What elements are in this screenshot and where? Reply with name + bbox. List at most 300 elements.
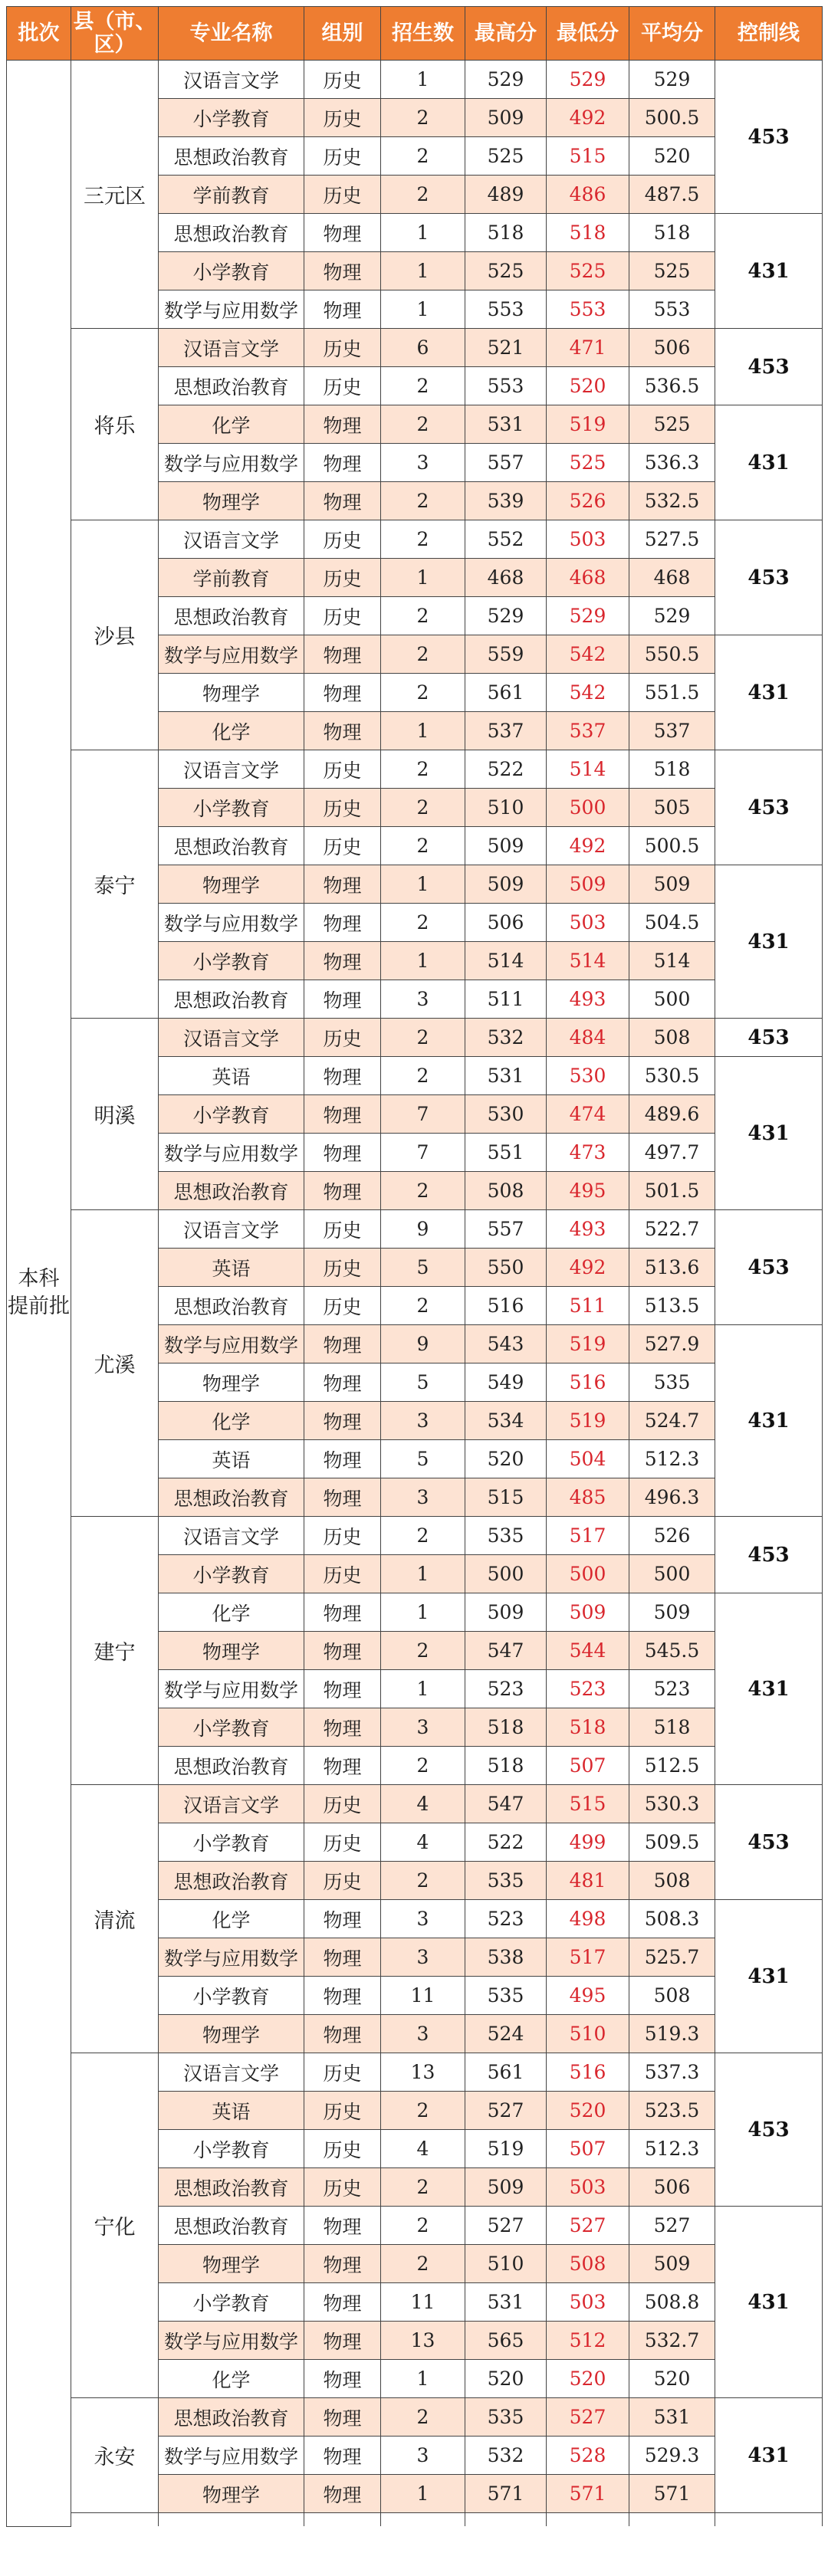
- avg-score-cell: 524.7: [629, 1402, 715, 1440]
- min-score-cell: 517: [547, 1517, 629, 1555]
- group-cell: 物理: [304, 1172, 381, 1210]
- control-line-cell: 453: [715, 1019, 823, 1057]
- major-cell: 小学教育: [159, 1708, 304, 1747]
- max-score-cell: 509: [465, 2168, 547, 2207]
- table-row: [7, 1210, 823, 1249]
- major-cell: 英语: [159, 1440, 304, 1478]
- quota-cell: 3: [381, 1708, 465, 1747]
- quota-cell: 2: [381, 1632, 465, 1670]
- min-score-cell: 517: [547, 1938, 629, 1977]
- group-cell: 物理: [304, 1057, 381, 1095]
- max-score-cell: 538: [465, 1938, 547, 1977]
- quota-cell: 3: [381, 2437, 465, 2475]
- max-score-cell: 534: [465, 1402, 547, 1440]
- major-cell: 汉语言文学: [159, 750, 304, 789]
- major-cell: 思想政治教育: [159, 597, 304, 635]
- quota-cell: 3: [381, 444, 465, 482]
- avg-score-cell: 468: [629, 559, 715, 597]
- max-score-cell: 524: [465, 2015, 547, 2053]
- avg-score-cell: 530.3: [629, 1785, 715, 1823]
- control-line-cell: 431: [715, 1057, 823, 1210]
- major-cell: 汉语言文学: [159, 2053, 304, 2092]
- group-cell: 物理: [304, 405, 381, 444]
- min-score-cell: 493: [547, 980, 629, 1019]
- quota-cell: 5: [381, 1440, 465, 1478]
- max-score-cell: 510: [465, 2245, 547, 2283]
- quota-cell: 9: [381, 1325, 465, 1363]
- major-cell: 英语: [159, 1249, 304, 1287]
- major-cell: 思想政治教育: [159, 2207, 304, 2245]
- min-score-cell: 498: [547, 1900, 629, 1938]
- quota-cell: 3: [381, 2015, 465, 2053]
- group-cell: 历史: [304, 99, 381, 137]
- empty-cell: [71, 2513, 159, 2527]
- avg-score-cell: 529.3: [629, 2437, 715, 2475]
- max-score-cell: 516: [465, 1287, 547, 1325]
- max-score-cell: 522: [465, 750, 547, 789]
- major-cell: 物理学: [159, 1632, 304, 1670]
- major-cell: 汉语言文学: [159, 61, 304, 99]
- avg-score-cell: 518: [629, 214, 715, 252]
- table-row: [7, 1785, 823, 1823]
- min-score-cell: 519: [547, 405, 629, 444]
- major-cell: 思想政治教育: [159, 367, 304, 405]
- major-cell: 小学教育: [159, 942, 304, 980]
- avg-score-cell: 518: [629, 750, 715, 789]
- group-cell: 历史: [304, 2092, 381, 2130]
- major-cell: 思想政治教育: [159, 980, 304, 1019]
- quota-cell: 2: [381, 2207, 465, 2245]
- min-score-cell: 519: [547, 1402, 629, 1440]
- avg-score-cell: 506: [629, 329, 715, 367]
- max-score-cell: 525: [465, 137, 547, 176]
- group-cell: 物理: [304, 290, 381, 329]
- quota-cell: 2: [381, 2245, 465, 2283]
- max-score-cell: 489: [465, 176, 547, 214]
- control-line-cell: 453: [715, 750, 823, 865]
- major-cell: 物理学: [159, 1363, 304, 1402]
- max-score-cell: 571: [465, 2475, 547, 2513]
- max-score-cell: 511: [465, 980, 547, 1019]
- control-line-cell: 431: [715, 405, 823, 520]
- max-score-cell: 559: [465, 635, 547, 674]
- county-cell: 三元区: [71, 61, 159, 329]
- major-cell: 小学教育: [159, 789, 304, 827]
- major-cell: 汉语言文学: [159, 1517, 304, 1555]
- max-score-cell: 529: [465, 597, 547, 635]
- major-cell: 小学教育: [159, 1977, 304, 2015]
- group-cell: 物理: [304, 1440, 381, 1478]
- group-cell: 历史: [304, 137, 381, 176]
- major-cell: 思想政治教育: [159, 214, 304, 252]
- min-score-cell: 518: [547, 214, 629, 252]
- avg-score-cell: 497.7: [629, 1134, 715, 1172]
- major-cell: 思想政治教育: [159, 827, 304, 865]
- major-cell: 化学: [159, 1593, 304, 1632]
- major-cell: 思想政治教育: [159, 1478, 304, 1517]
- major-cell: 化学: [159, 2360, 304, 2398]
- quota-cell: 1: [381, 712, 465, 750]
- min-score-cell: 527: [547, 2207, 629, 2245]
- header-min-score: 最低分: [547, 7, 629, 61]
- max-score-cell: 522: [465, 1823, 547, 1862]
- batch-cell: 本科 提前批: [7, 61, 71, 2527]
- max-score-cell: 519: [465, 2130, 547, 2168]
- avg-score-cell: 553: [629, 290, 715, 329]
- table-row: [7, 1517, 823, 1555]
- group-cell: 物理: [304, 635, 381, 674]
- group-cell: 物理: [304, 865, 381, 904]
- major-cell: 数学与应用数学: [159, 904, 304, 942]
- max-score-cell: 515: [465, 1478, 547, 1517]
- min-score-cell: 492: [547, 99, 629, 137]
- quota-cell: 3: [381, 1938, 465, 1977]
- group-cell: 物理: [304, 1670, 381, 1708]
- major-cell: 思想政治教育: [159, 1172, 304, 1210]
- major-cell: 汉语言文学: [159, 1785, 304, 1823]
- max-score-cell: 557: [465, 1210, 547, 1249]
- min-score-cell: 507: [547, 2130, 629, 2168]
- group-cell: 物理: [304, 1632, 381, 1670]
- group-cell: 物理: [304, 1402, 381, 1440]
- avg-score-cell: 500: [629, 1555, 715, 1593]
- header-max-score: 最高分: [465, 7, 547, 61]
- avg-score-cell: 525.7: [629, 1938, 715, 1977]
- avg-score-cell: 489.6: [629, 1095, 715, 1134]
- major-cell: 小学教育: [159, 2283, 304, 2322]
- min-score-cell: 553: [547, 290, 629, 329]
- major-cell: 思想政治教育: [159, 1747, 304, 1785]
- min-score-cell: 508: [547, 2245, 629, 2283]
- min-score-cell: 503: [547, 904, 629, 942]
- min-score-cell: 515: [547, 1785, 629, 1823]
- avg-score-cell: 537: [629, 712, 715, 750]
- county-cell: 宁化: [71, 2053, 159, 2398]
- max-score-cell: 565: [465, 2322, 547, 2360]
- group-cell: 历史: [304, 827, 381, 865]
- major-cell: 物理学: [159, 865, 304, 904]
- group-cell: 历史: [304, 1555, 381, 1593]
- max-score-cell: 508: [465, 1172, 547, 1210]
- avg-score-cell: 512.5: [629, 1747, 715, 1785]
- quota-cell: 2: [381, 1747, 465, 1785]
- min-score-cell: 486: [547, 176, 629, 214]
- quota-cell: 2: [381, 1172, 465, 1210]
- quota-cell: 11: [381, 1977, 465, 2015]
- min-score-cell: 503: [547, 2168, 629, 2207]
- empty-cell: [547, 2513, 629, 2527]
- group-cell: 历史: [304, 61, 381, 99]
- quota-cell: 2: [381, 405, 465, 444]
- group-cell: 历史: [304, 1823, 381, 1862]
- empty-cell: [715, 2513, 823, 2527]
- quota-cell: 2: [381, 1057, 465, 1095]
- avg-score-cell: 545.5: [629, 1632, 715, 1670]
- major-cell: 化学: [159, 1402, 304, 1440]
- table-row: [7, 750, 823, 789]
- group-cell: 物理: [304, 1363, 381, 1402]
- min-score-cell: 495: [547, 1977, 629, 2015]
- min-score-cell: 473: [547, 1134, 629, 1172]
- min-score-cell: 511: [547, 1287, 629, 1325]
- max-score-cell: 531: [465, 2283, 547, 2322]
- quota-cell: 4: [381, 2130, 465, 2168]
- major-cell: 汉语言文学: [159, 329, 304, 367]
- avg-score-cell: 514: [629, 942, 715, 980]
- quota-cell: 7: [381, 1095, 465, 1134]
- max-score-cell: 539: [465, 482, 547, 520]
- control-line-cell: 453: [715, 1210, 823, 1325]
- header-avg-score: 平均分: [629, 7, 715, 61]
- empty-cell: [629, 2513, 715, 2527]
- table-row: [7, 61, 823, 99]
- group-cell: 历史: [304, 1785, 381, 1823]
- control-line-cell: 431: [715, 1593, 823, 1785]
- min-score-cell: 516: [547, 1363, 629, 1402]
- group-cell: 物理: [304, 252, 381, 290]
- avg-score-cell: 500.5: [629, 827, 715, 865]
- control-line-cell: 431: [715, 1325, 823, 1517]
- avg-score-cell: 513.5: [629, 1287, 715, 1325]
- avg-score-cell: 531: [629, 2398, 715, 2437]
- min-score-cell: 500: [547, 789, 629, 827]
- major-cell: 学前教育: [159, 176, 304, 214]
- quota-cell: 2: [381, 827, 465, 865]
- min-score-cell: 493: [547, 1210, 629, 1249]
- max-score-cell: 547: [465, 1785, 547, 1823]
- major-cell: 物理学: [159, 2015, 304, 2053]
- min-score-cell: 520: [547, 2092, 629, 2130]
- min-score-cell: 542: [547, 635, 629, 674]
- avg-score-cell: 525: [629, 252, 715, 290]
- control-line-cell: 431: [715, 635, 823, 750]
- max-score-cell: 525: [465, 252, 547, 290]
- major-cell: 数学与应用数学: [159, 1134, 304, 1172]
- max-score-cell: 547: [465, 1632, 547, 1670]
- min-score-cell: 510: [547, 2015, 629, 2053]
- county-cell: 建宁: [71, 1517, 159, 1785]
- min-score-cell: 518: [547, 1708, 629, 1747]
- max-score-cell: 510: [465, 789, 547, 827]
- min-score-cell: 529: [547, 597, 629, 635]
- avg-score-cell: 508: [629, 1862, 715, 1900]
- avg-score-cell: 513.6: [629, 1249, 715, 1287]
- group-cell: 历史: [304, 329, 381, 367]
- quota-cell: 2: [381, 1019, 465, 1057]
- avg-score-cell: 527: [629, 2207, 715, 2245]
- county-cell: 将乐: [71, 329, 159, 520]
- group-cell: 历史: [304, 2130, 381, 2168]
- major-cell: 数学与应用数学: [159, 2437, 304, 2475]
- county-cell: 明溪: [71, 1019, 159, 1210]
- group-cell: 物理: [304, 2360, 381, 2398]
- avg-score-cell: 508: [629, 1977, 715, 2015]
- avg-score-cell: 527.5: [629, 520, 715, 559]
- quota-cell: 2: [381, 1862, 465, 1900]
- quota-cell: 5: [381, 1363, 465, 1402]
- empty-cell: [465, 2513, 547, 2527]
- group-cell: 历史: [304, 1287, 381, 1325]
- min-score-cell: 503: [547, 2283, 629, 2322]
- quota-cell: 1: [381, 1670, 465, 1708]
- county-cell: 永安: [71, 2398, 159, 2513]
- max-score-cell: 506: [465, 904, 547, 942]
- quota-cell: 3: [381, 1478, 465, 1517]
- min-score-cell: 509: [547, 1593, 629, 1632]
- major-cell: 物理学: [159, 2245, 304, 2283]
- quota-cell: 3: [381, 1402, 465, 1440]
- min-score-cell: 492: [547, 827, 629, 865]
- avg-score-cell: 535: [629, 1363, 715, 1402]
- min-score-cell: 503: [547, 520, 629, 559]
- major-cell: 汉语言文学: [159, 1210, 304, 1249]
- group-cell: 物理: [304, 2245, 381, 2283]
- quota-cell: 4: [381, 1785, 465, 1823]
- quota-cell: 2: [381, 99, 465, 137]
- major-cell: 数学与应用数学: [159, 1670, 304, 1708]
- major-cell: 数学与应用数学: [159, 635, 304, 674]
- major-cell: 小学教育: [159, 1095, 304, 1134]
- control-line-cell: 453: [715, 520, 823, 635]
- control-line-cell: 431: [715, 2207, 823, 2398]
- avg-score-cell: 529: [629, 597, 715, 635]
- major-cell: 数学与应用数学: [159, 290, 304, 329]
- avg-score-cell: 571: [629, 2475, 715, 2513]
- max-score-cell: 532: [465, 2437, 547, 2475]
- table-row: [7, 520, 823, 559]
- max-score-cell: 523: [465, 1670, 547, 1708]
- group-cell: 历史: [304, 1019, 381, 1057]
- group-cell: 历史: [304, 1517, 381, 1555]
- avg-score-cell: 509.5: [629, 1823, 715, 1862]
- group-cell: 物理: [304, 1325, 381, 1363]
- major-cell: 汉语言文学: [159, 1019, 304, 1057]
- control-line-cell: 453: [715, 329, 823, 405]
- quota-cell: 2: [381, 2092, 465, 2130]
- min-score-cell: 507: [547, 1747, 629, 1785]
- avg-score-cell: 518: [629, 1708, 715, 1747]
- quota-cell: 1: [381, 252, 465, 290]
- major-cell: 物理学: [159, 674, 304, 712]
- group-cell: 历史: [304, 597, 381, 635]
- min-score-cell: 492: [547, 1249, 629, 1287]
- min-score-cell: 528: [547, 2437, 629, 2475]
- group-cell: 历史: [304, 1862, 381, 1900]
- avg-score-cell: 508.8: [629, 2283, 715, 2322]
- group-cell: 历史: [304, 367, 381, 405]
- max-score-cell: 531: [465, 405, 547, 444]
- quota-cell: 1: [381, 865, 465, 904]
- group-cell: 物理: [304, 1977, 381, 2015]
- min-score-cell: 542: [547, 674, 629, 712]
- major-cell: 思想政治教育: [159, 2168, 304, 2207]
- max-score-cell: 509: [465, 865, 547, 904]
- major-cell: 英语: [159, 1057, 304, 1095]
- avg-score-cell: 505: [629, 789, 715, 827]
- min-score-cell: 523: [547, 1670, 629, 1708]
- group-cell: 物理: [304, 2015, 381, 2053]
- control-line-cell: 453: [715, 61, 823, 214]
- avg-score-cell: 487.5: [629, 176, 715, 214]
- empty-cell: [381, 2513, 465, 2527]
- quota-cell: 2: [381, 482, 465, 520]
- max-score-cell: 561: [465, 2053, 547, 2092]
- max-score-cell: 553: [465, 367, 547, 405]
- avg-score-cell: 508: [629, 1019, 715, 1057]
- group-cell: 物理: [304, 942, 381, 980]
- major-cell: 小学教育: [159, 1555, 304, 1593]
- major-cell: 数学与应用数学: [159, 2322, 304, 2360]
- quota-cell: 2: [381, 597, 465, 635]
- min-score-cell: 529: [547, 61, 629, 99]
- control-line-cell: 431: [715, 214, 823, 329]
- avg-score-cell: 500.5: [629, 99, 715, 137]
- group-cell: 物理: [304, 444, 381, 482]
- group-cell: 物理: [304, 482, 381, 520]
- quota-cell: 2: [381, 2168, 465, 2207]
- avg-score-cell: 551.5: [629, 674, 715, 712]
- min-score-cell: 495: [547, 1172, 629, 1210]
- avg-score-cell: 523.5: [629, 2092, 715, 2130]
- avg-score-cell: 509: [629, 2245, 715, 2283]
- max-score-cell: 468: [465, 559, 547, 597]
- admission-score-table: [6, 6, 823, 2527]
- min-score-cell: 481: [547, 1862, 629, 1900]
- min-score-cell: 514: [547, 942, 629, 980]
- min-score-cell: 499: [547, 1823, 629, 1862]
- header-control-line: 控制线: [715, 7, 823, 61]
- max-score-cell: 532: [465, 1019, 547, 1057]
- min-score-cell: 484: [547, 1019, 629, 1057]
- quota-cell: 1: [381, 2475, 465, 2513]
- quota-cell: 1: [381, 61, 465, 99]
- min-score-cell: 474: [547, 1095, 629, 1134]
- min-score-cell: 504: [547, 1440, 629, 1478]
- quota-cell: 2: [381, 176, 465, 214]
- max-score-cell: 543: [465, 1325, 547, 1363]
- quota-cell: 3: [381, 980, 465, 1019]
- min-score-cell: 485: [547, 1478, 629, 1517]
- major-cell: 思想政治教育: [159, 1287, 304, 1325]
- quota-cell: 5: [381, 1249, 465, 1287]
- avg-score-cell: 509: [629, 865, 715, 904]
- header-row: [7, 7, 823, 61]
- quota-cell: 13: [381, 2053, 465, 2092]
- major-cell: 小学教育: [159, 252, 304, 290]
- max-score-cell: 509: [465, 827, 547, 865]
- header-group: 组别: [304, 7, 381, 61]
- quota-cell: 4: [381, 1823, 465, 1862]
- avg-score-cell: 512.3: [629, 1440, 715, 1478]
- max-score-cell: 535: [465, 1862, 547, 1900]
- avg-score-cell: 536.5: [629, 367, 715, 405]
- max-score-cell: 521: [465, 329, 547, 367]
- max-score-cell: 520: [465, 2360, 547, 2398]
- min-score-cell: 520: [547, 367, 629, 405]
- major-cell: 小学教育: [159, 99, 304, 137]
- group-cell: 历史: [304, 750, 381, 789]
- quota-cell: 1: [381, 1555, 465, 1593]
- max-score-cell: 552: [465, 520, 547, 559]
- group-cell: 物理: [304, 980, 381, 1019]
- group-cell: 物理: [304, 2207, 381, 2245]
- county-cell: 泰宁: [71, 750, 159, 1019]
- control-line-cell: 431: [715, 2398, 823, 2513]
- empty-cell: [304, 2513, 381, 2527]
- group-cell: 物理: [304, 2322, 381, 2360]
- min-score-cell: 525: [547, 252, 629, 290]
- min-score-cell: 500: [547, 1555, 629, 1593]
